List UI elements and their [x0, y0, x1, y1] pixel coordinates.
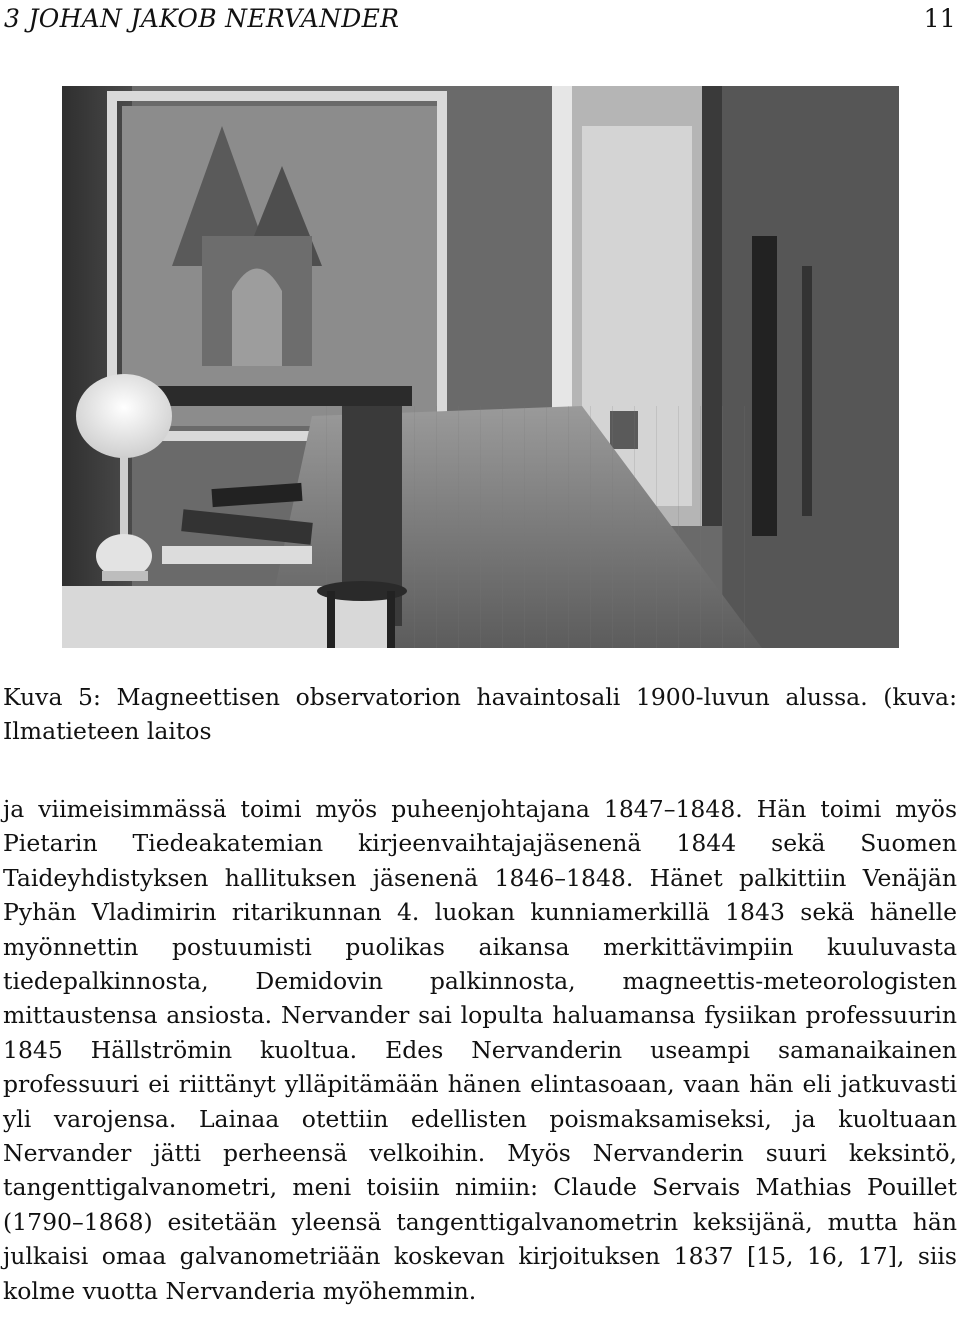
- magnetic-observatory-photo: [62, 86, 899, 648]
- chapter-title: 3 JOHAN JAKOB NERVANDER: [4, 3, 400, 33]
- running-head: [4, 0, 956, 36]
- figure-caption: Kuva 5: Magneettisen observatorion havaintosali 1900-luvun alussa. (kuva: Ilmatieteen laitos: [3, 683, 957, 745]
- body-paragraph: ja viimeisimmässä toimi myös puheenjohtajana 1847–1848. Hän toimi myös Pietarin Tiedeakatemian kirjeenvaihtajajäsenenä 1844 sekä Suomen Taideyhdistyksen hallituksen jäsenenä 1846–1848. Hänet palkittiin Venäjän Pyhän Vladimirin ritarikunnan 4. luokan kunniamerkillä 1843 sekä hänelle myönnettin postuumisti puolikas aikansa merkittävimpiin kuuluvasta tiedepalkinnosta, Demidovin palkinnosta, magneettis-meteorologisten mittaustensa ansiosta. Nervander sai lopulta haluamansa fysiikan professuurin 1845 Hällströmin kuoltua. Edes Nervanderin useampi samanaikainen professuuri ei riittänyt ylläpitämään hänen elintasoaan, vaan hän eli jatkuvasti yli varojensa. Lainaa otettiin edellisten poismaksamiseksi, ja kuoltuaan Nervander jätti perheensä velkoihin. Myös Nervanderin suuri keksintö, tangenttigalvanometri, meni toisiin nimiin: Claude Servais Mathias Pouillet (1790–1868) esitetään yleensä tangenttigalvanometrin keksijänä, mutta hän julkaisi omaa galvanometriään koskevan kirjoituksen 1837 [15, 16, 17], siis kolme vuotta Nervanderia myöhemmin.: [3, 795, 957, 1305]
- photo-illustration: [62, 86, 899, 648]
- page-number: 11: [923, 3, 956, 33]
